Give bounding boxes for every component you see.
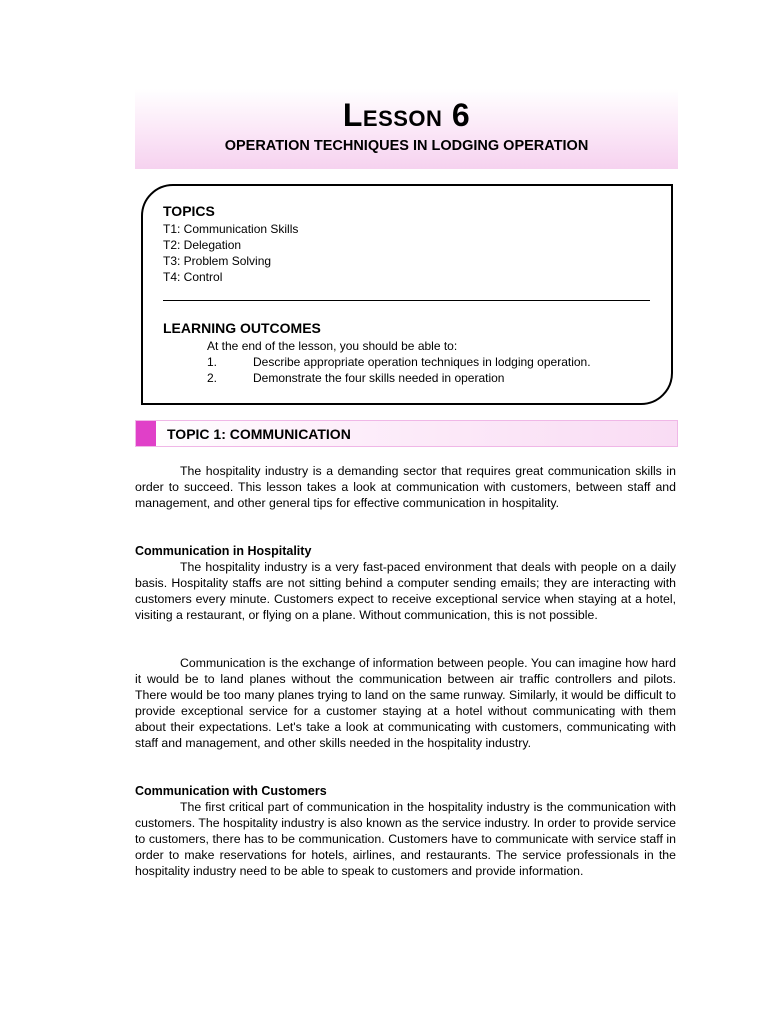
lesson-title: Lesson 6 (342, 97, 471, 133)
topic-1-banner (135, 420, 678, 447)
outcome-text: Demonstrate the four skills needed in operation (253, 371, 505, 385)
outcome-number: 1. (207, 355, 218, 369)
topic-item: T3: Problem Solving (163, 254, 272, 268)
intro-paragraph: The hospitality industry is a demanding sector that requires great communication skills in order to succeed. This lesson takes a look at communication with customers, between staff and management, and other general tips for effective communication in hospitality. (135, 464, 676, 510)
lesson-subtitle: OPERATION TECHNIQUES IN LODGING OPERATION (224, 138, 589, 154)
lesson-overview-box (141, 184, 673, 405)
body-paragraph: Communication is the exchange of information between people. You can imagine how hard it would be to land planes without the communication between air traffic controllers and pilots. There would be too many planes trying to land on the same runway. Similarly, it would be difficult to provide exceptional service for a customer staying at a hotel without communicating with them about their expectations. Let's take a look at communicating with customers, communicating with staff and management, and other skills needed in the hospitality industry. (135, 656, 676, 750)
communication-with-customers-heading: Communication with Customers (135, 784, 327, 798)
outcome-text: Describe appropriate operation techniques in lodging operation. (253, 355, 591, 369)
topic-1-title: TOPIC 1: COMMUNICATION (167, 426, 351, 442)
section-divider (163, 300, 650, 301)
topics-heading: TOPICS (163, 203, 215, 219)
body-paragraph: The hospitality industry is a very fast-paced environment that deals with people on a daily basis. Hospitality staffs are not sitting behind a computer sending emails; they are interacting with customers every minute. Customers expect to receive exceptional service when staying at a hotel, visiting a restaurant, or flying on a plane. Without communication, this is not possible. (135, 560, 676, 622)
topic-item: T1: Communication Skills (163, 222, 299, 236)
communication-in-hospitality-heading: Communication in Hospitality (135, 544, 312, 558)
topic-item: T4: Control (163, 270, 223, 284)
body-paragraph: The first critical part of communication in the hospitality industry is the communication with customers. The hospitality industry is also known as the service industry. In order to provide service to customers, there has to be communication. Customers have to communicate with service staff in order to make reservations for hotels, airlines, and restaurants. The service professionals in the hospitality industry need to be able to speak to customers and provide information. (135, 800, 676, 878)
learning-outcomes-intro: At the end of the lesson, you should be able to: (207, 339, 458, 353)
lesson-header (135, 89, 678, 169)
outcome-number: 2. (207, 371, 218, 385)
banner-marker (136, 421, 156, 446)
learning-outcomes-heading: LEARNING OUTCOMES (163, 320, 321, 336)
topic-item: T2: Delegation (163, 238, 242, 252)
